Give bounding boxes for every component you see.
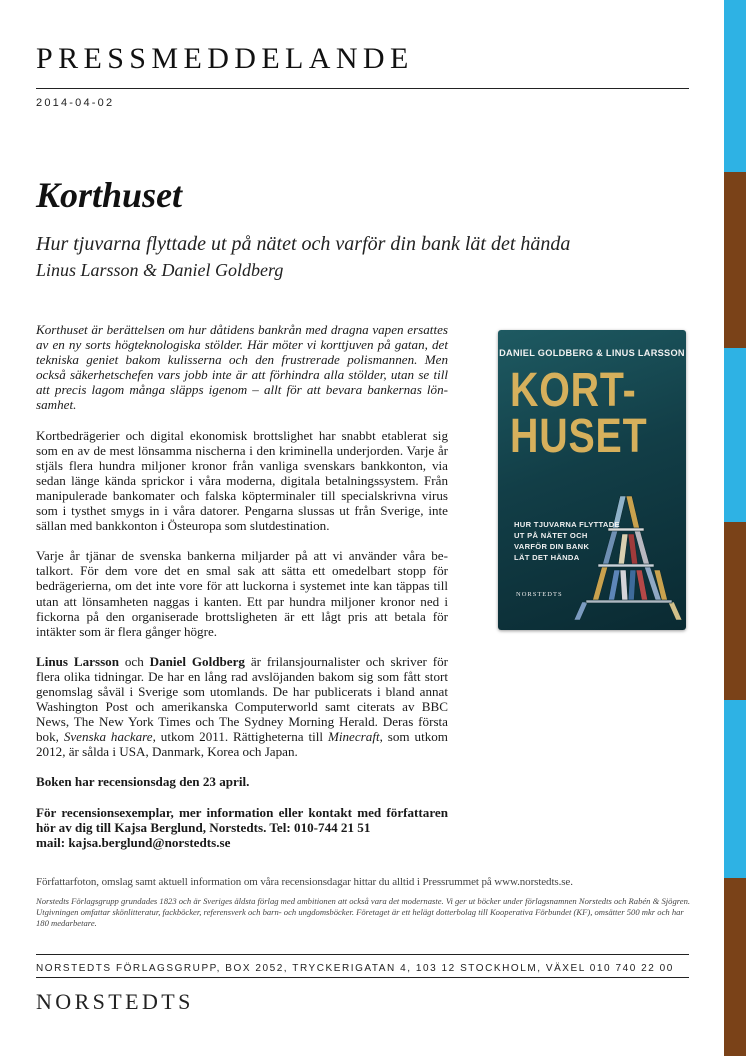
release-date: 2014-04-02 bbox=[36, 97, 115, 109]
edge-band-segment bbox=[724, 700, 746, 878]
book-reference: Svenska hackare bbox=[63, 729, 153, 745]
edge-band-segment bbox=[724, 172, 746, 348]
header-divider bbox=[36, 88, 689, 89]
footer-divider bbox=[36, 954, 689, 955]
contact-info: För recensionsexemplar, mer information eller kontakt med författaren hör av dig till Kajsa Berglund, Norstedts. Tel: 010-744 21 51 mail: kajsa.berglund@norstedts.se bbox=[36, 804, 448, 850]
photo-note: Författarfoton, omslag samt aktuell information om våra recensionsdagar hittar du alltid i Pressrummet på www.norstedts.se. bbox=[36, 876, 573, 888]
book-subtitle: Hur tjuvarna flyttade ut på nätet och varför din bank lät det hända bbox=[36, 233, 571, 255]
cover-title: KORT- HUSET bbox=[510, 364, 648, 463]
book-reference: Minecraft bbox=[327, 729, 380, 745]
footer-divider bbox=[36, 977, 689, 978]
edge-band-segment bbox=[724, 522, 746, 700]
author-bio: Linus Larsson och Daniel Goldberg är frilansjournalister och skriver för flera olika tidningar. De har en lång rad avslöjanden bakom sig som fått stort genomslag såväl i Sverige som utomlands. De har publicerats i bland annat Washington Post och amerikanska Computerworld samt citerats av BBC News, The New York Times och The Sydney Morning Herald. Deras första bok, Svenska hackare, utkom 2011. Rättigheterna till Minecraft, som utkom 2012, är sålda i USA, Danmark, Korea och Japan. bbox=[36, 653, 449, 760]
contact-email[interactable]: mail: kajsa.berglund@norstedts.se bbox=[36, 834, 231, 850]
review-date: Boken har recensionsdag den 23 april. bbox=[36, 774, 250, 790]
book-title: Korthuset bbox=[36, 175, 183, 215]
press-release-body bbox=[36, 322, 448, 850]
cover-tagline: HUR TJUVARNA FLYTTADE UT PÅ NÄTET OCH VARFÖR DIN BANK LÄT DET HÄNDA bbox=[514, 520, 620, 562]
book-cover bbox=[498, 330, 686, 630]
body-paragraph: Kortbedrägerier och digital ekonomisk brottslighet har snabbt etablerat sig som en av de mest lönsamma nischerna i den kriminella underjorden. Varje år stjäls flera hundra miljoner kronor från vanliga svenskars bankkonton, via sedan länge kända sprickor i våra moderna, digitala betalningssystem. Från manipulerade bankomater och falska köpterminaler till specialskrivna virus som i tysthet smygs in i våra datorer. Pengarna slussas ut från Sverige, inte sällan med bankkonton i Östeuropa som slutdestination. bbox=[36, 427, 448, 534]
company-address: NORSTEDTS FÖRLAGSGRUPP, BOX 2052, TRYCKERIGATAN 4, 103 12 STOCKHOLM, VÄXEL 010 740 22 00 bbox=[36, 963, 674, 974]
edge-band-segment bbox=[724, 878, 746, 1056]
publisher-logo: NORSTEDTS bbox=[36, 989, 194, 1014]
book-authors: Linus Larsson & Daniel Goldberg bbox=[36, 260, 284, 280]
cover-publisher: NORSTEDTS bbox=[516, 591, 563, 598]
author-name: Linus Larsson bbox=[36, 653, 119, 669]
author-name: Daniel Goldberg bbox=[149, 653, 245, 669]
cover-authors: DANIEL GOLDBERG & LINUS LARSSON bbox=[499, 348, 685, 358]
edge-band-segment bbox=[724, 348, 746, 522]
document-header: PRESSMEDDELANDE bbox=[36, 42, 414, 75]
company-about: Norstedts Förlagsgrupp grundades 1823 och är Sveriges äldsta förlag med ambitionen att också vara det modernaste. Vi ger ut böcker under förlagsnamnen Norstedts och Rabén & Sjögren. Utgivningen omfattar skönlitteratur, fackböcker, referensverk och barn- och ungdomsböcker. Företaget är ett helägt dotterbolag till Kooperativa Förbundet (KF), omsätter 500 mkr och har 180 medarbetare. bbox=[36, 896, 691, 928]
body-paragraph: Varje år tjänar de svenska bankerna miljarder på att vi använder våra betalkort. För dem vore det en smal sak att sätta ett omedelbart stopp för bedrägerierna, om det inte vore för att luckorna i systemet inte kan täppas till utan att lönsamheten naggas i kanten. Ett par hundra miljoner kronor ned i fickorna på den organiserade brottsligheten är ett lågt pris att betala för intäkter som är flera gånger högre. bbox=[36, 548, 448, 639]
edge-band-segment bbox=[724, 0, 746, 172]
lead-paragraph: Korthuset är berättelsen om hur dåtidens bankrån med dragna vapen ersattes av en ny sorts högteknologiska stölder. Här möter vi korttjuven på gatan, det tekniska geniet bakom kulisserna och den frustrerade polismannen. Men också säkerhetschefen vars jobb inte är att förhindra alla stölder, utan se till att precis lagom många släpps igenom – allt för att bevara bankernas lönsamhet. bbox=[36, 322, 448, 413]
